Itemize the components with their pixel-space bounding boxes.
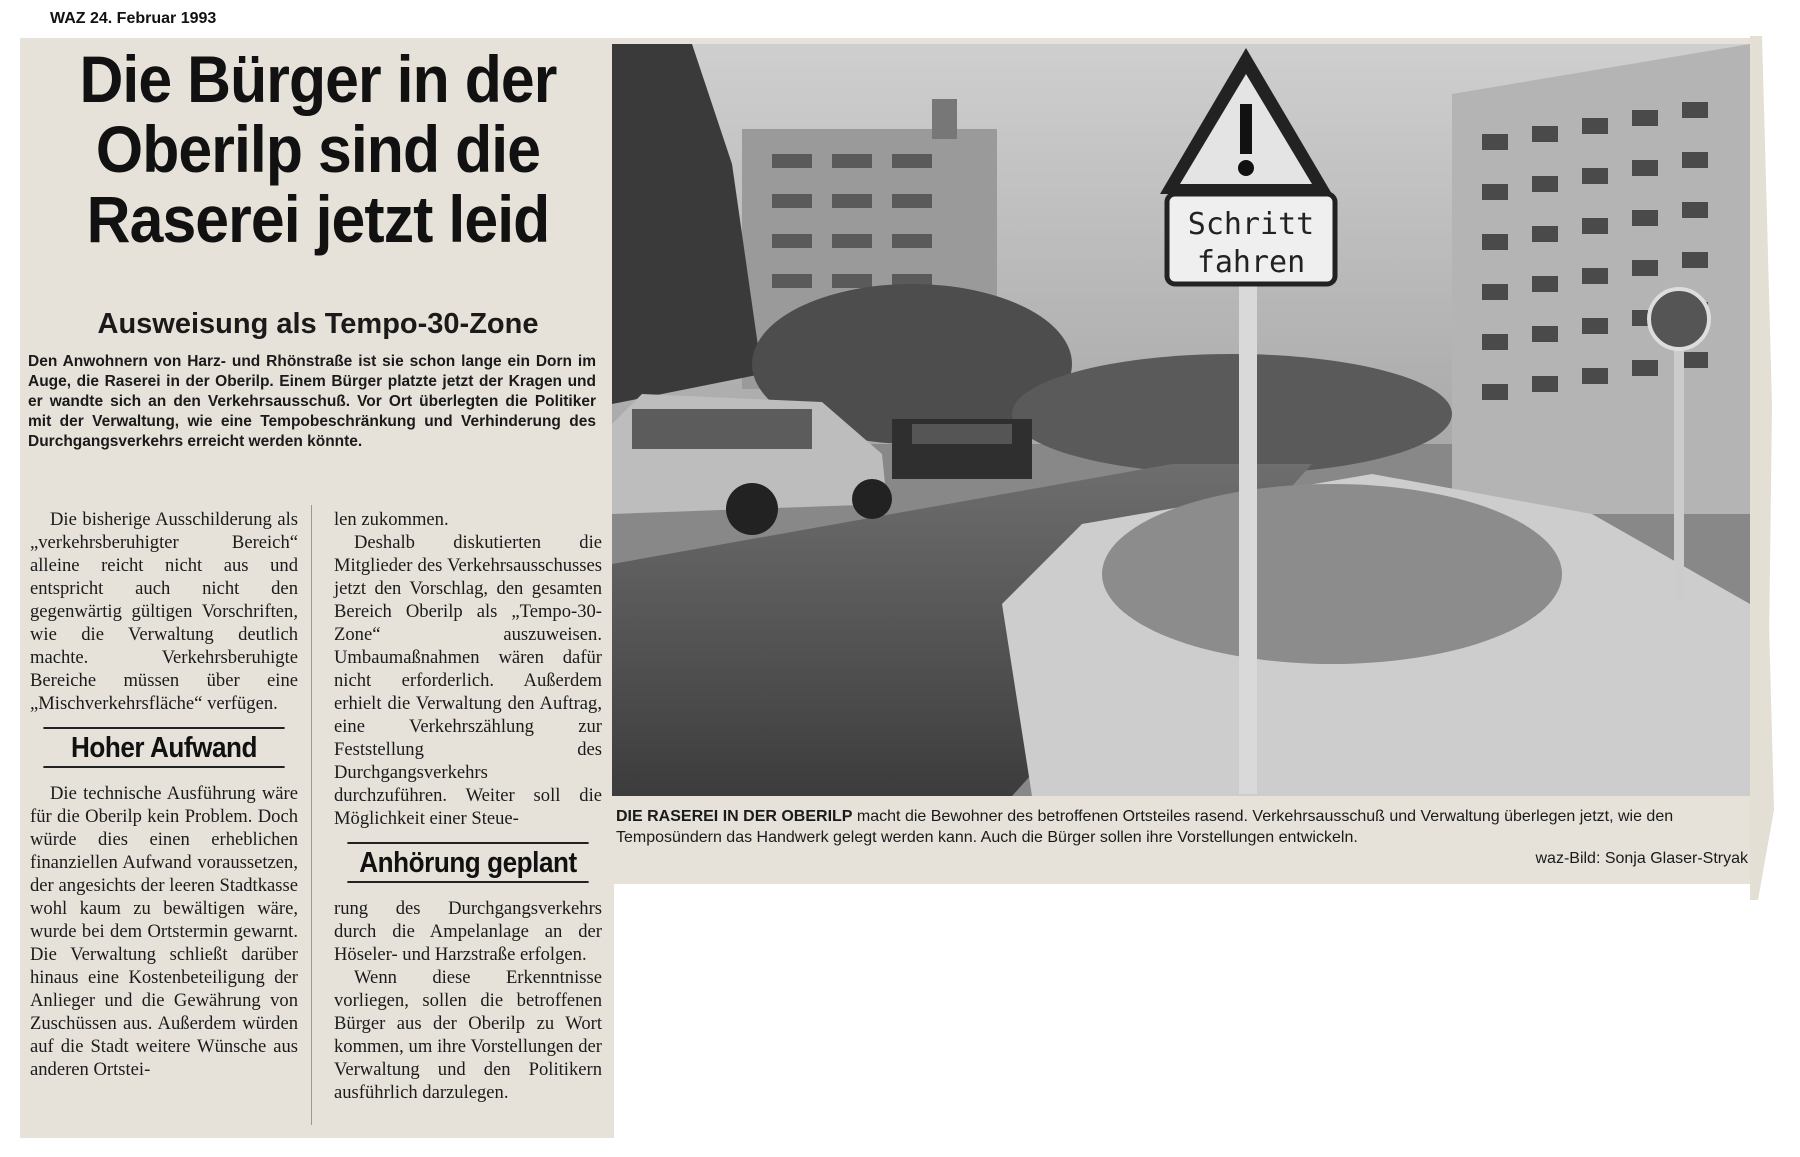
article-column-1 bbox=[30, 508, 298, 1081]
schritt-fahren-sign bbox=[1167, 194, 1335, 284]
photo-credit: waz-Bild: Sonja Glaser-Stryak bbox=[1535, 850, 1748, 867]
sign-pole bbox=[1239, 274, 1257, 794]
column-1-paragraph-1: Die bisherige Ausschilderung als „verkehrsberuhigter Bereich“ alleine reicht nicht aus und entspricht auch nicht den gegenwärtig gültigen Vorschriften, wie die Verwaltung deutlich machte. Verkehrsberuhigte Bereiche müssen über eine „Mischverkehrsfläche“ verfügen. bbox=[30, 509, 298, 714]
photo-caption-lead: DIE RASEREI IN DER OBERILP bbox=[616, 808, 853, 825]
subtitle-anhoerung-geplant: Anhörung geplant bbox=[347, 842, 588, 883]
article-intro: Den Anwohnern von Harz- und Rhönstraße ist sie schon lange ein Dorn im Auge, die Raserei in der Oberilp. Einem Bürger platzte jetzt der Kragen und er wandte sich an den Verkehrsausschuß. Vor Ort überlegten die Politiker mit der Verwaltung, wie eine Tempobeschränkung und Verhinderung des Durchgangsverkehrs erreicht werden könnte. bbox=[28, 353, 596, 450]
article-photo bbox=[612, 44, 1750, 796]
photo-caption bbox=[616, 806, 1750, 848]
column-2-paragraph-2: Deshalb diskutierten die Mitglieder des Verkehrsausschusses jetzt den Vorschlag, den gesamten Bereich Oberilp als „Tempo-30-Zone“ auszuweisen. Umbaumaßnahmen wären dafür nicht erforderlich. Außerdem erhielt die Verwaltung den Auftrag, eine Verkehrszählung zur Feststellung des Durchgangsverkehrs durchzuführen. Weiter soll die Möglichkeit einer Steue- bbox=[334, 532, 602, 829]
clipping-torn-edge bbox=[1750, 0, 1790, 900]
photo-caption-text: macht die Bewohner des betroffenen Ortsteiles rasend. Verkehrsausschuß und Verwaltung überlegen jetzt, wie den Temposündern das Handwerk gelegt werden kann. Auch die Bürger sollen ihre Vorstellungen entwickeln. bbox=[616, 808, 1674, 846]
column-divider bbox=[311, 505, 312, 1125]
clipping-source-date: WAZ 24. Februar 1993 bbox=[50, 10, 217, 27]
sign-text-line-2: fahren bbox=[1196, 245, 1306, 280]
column-2-paragraph-3: rung des Durchgangsverkehrs durch die Ampelanlage an der Höseler- und Harzstraße erfolgen. bbox=[334, 898, 602, 965]
column-2-paragraph-1: len zukommen. bbox=[334, 509, 449, 530]
subtitle-hoher-aufwand: Hoher Aufwand bbox=[43, 727, 284, 768]
column-1-paragraph-2: Die technische Ausführung wäre für die Oberilp kein Problem. Doch würde dies einen erheblichen finanziellen Aufwand voraussetzen, der angesichts der leeren Stadtkasse wohl kaum zu bewältigen wäre, wurde bei dem Ortstermin gewarnt. Die Verwaltung schließt darüber hinaus eine Kostenbeteiligung der Anlieger und die Gewährung von Zuschüssen aus. Außerdem würden auf die Stadt weitere Wünsche aus anderen Ortstei- bbox=[30, 783, 298, 1080]
snowy-shrubs bbox=[1102, 484, 1562, 664]
article-subhead: Ausweisung als Tempo-30-Zone bbox=[97, 308, 539, 340]
article-column-2 bbox=[334, 508, 602, 1104]
article-headline: Die Bürger in der Oberilp sind die Raserei jetzt leid bbox=[79, 42, 557, 256]
parked-car-dark bbox=[892, 419, 1032, 479]
photo-street-scene bbox=[612, 44, 1750, 796]
sign-text-line-1: Schritt bbox=[1187, 207, 1315, 242]
right-apartment-building bbox=[1452, 44, 1750, 514]
column-2-paragraph-4: Wenn diese Erkenntnisse vorliegen, sollen die betroffenen Bürger aus der Oberilp zu Wort kommen, um ihre Vorstellungen der Verwaltung und den Politikern ausführlich darzulegen. bbox=[334, 967, 602, 1103]
